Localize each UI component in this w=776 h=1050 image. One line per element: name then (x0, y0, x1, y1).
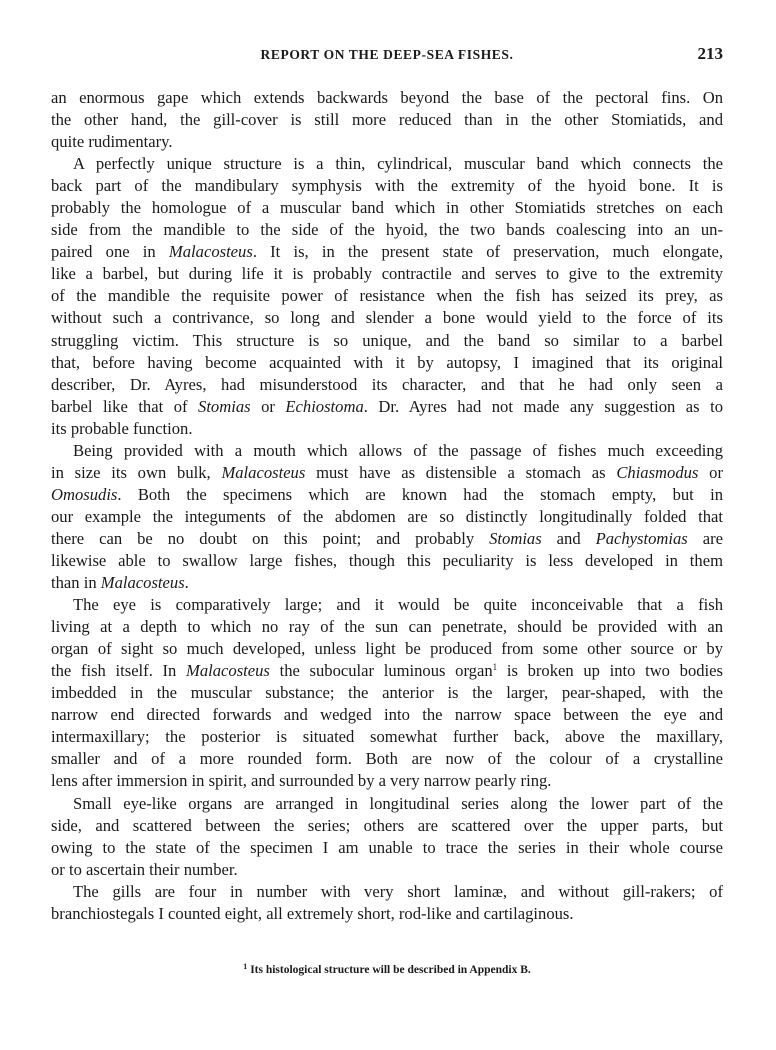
text-line (51, 660, 723, 682)
text-run: our example the integuments of the abdomen are so distinctly longitudinally folded that (51, 506, 723, 526)
text-run: quite rudimentary. (51, 132, 173, 152)
text-line (51, 506, 723, 528)
italic-taxon-name: Chiasmodus (616, 462, 699, 482)
text-run: imbedded in the muscular substance; the anterior is the larger, pear-shaped, with the (51, 683, 723, 703)
italic-taxon-name: Malacosteus (100, 573, 185, 593)
text-line (51, 87, 723, 109)
text-line (51, 903, 723, 925)
text-line (51, 307, 723, 329)
text-run: lens after immersion in spirit, and surrounded by a very narrow pearly ring. (51, 771, 552, 791)
running-title: REPORT ON THE DEEP-SEA FISHES. (260, 47, 514, 62)
paragraph (51, 594, 723, 792)
text-run: Being provided with a mouth which allows of the passage of fishes much exceeding (73, 440, 723, 460)
text-run: and (541, 528, 596, 548)
paragraph (51, 881, 723, 925)
body-text (51, 87, 723, 925)
text-run: . Dr. Ayres had not made any suggestion as to (363, 396, 724, 416)
text-run: or (250, 396, 286, 416)
text-line (51, 109, 723, 131)
text-run: must have as distensible a stomach as (305, 462, 617, 482)
text-line (51, 219, 723, 241)
text-line (51, 263, 723, 285)
text-run: The eye is comparatively large; and it would be quite inconceivable that a fish (73, 595, 723, 615)
text-run: . Both the specimens which are known had the stomach empty, but in (117, 484, 723, 504)
text-line (51, 793, 723, 815)
text-run: smaller and of a more rounded form. Both are now of the colour of a crystalline (51, 749, 723, 769)
text-run: describer, Dr. Ayres, had misunderstood its character, and that he had only seen a (51, 374, 723, 394)
footnote (51, 962, 723, 976)
text-run: side from the mandible to the side of the hyoid, the two bands coalescing into an un- (51, 220, 723, 240)
italic-taxon-name: Malacosteus (168, 242, 253, 262)
page-number: 213 (697, 44, 723, 63)
italic-taxon-name: Malacosteus (221, 462, 306, 482)
text-line (51, 197, 723, 219)
text-run: Small eye-like organs are arranged in longitudinal series along the lower part of the (73, 793, 723, 813)
text-run: intermaxillary; the posterior is situated somewhat further back, above the maxillary, (51, 727, 723, 747)
text-run: the subocular luminous organ (269, 661, 493, 681)
text-line (51, 550, 723, 572)
footnote-marker: 1 (243, 962, 248, 971)
text-line (51, 462, 723, 484)
text-line (51, 815, 723, 837)
text-run: paired one in (51, 242, 169, 262)
italic-taxon-name: Stomias (198, 396, 251, 416)
text-run: owing to the state of the specimen I am unable to trace the series in their whole course (51, 837, 723, 857)
text-run: its probable function. (51, 418, 193, 438)
text-line (51, 616, 723, 638)
text-line (51, 837, 723, 859)
text-run: back part of the mandibulary symphysis with the extremity of the hyoid bone. It is (51, 176, 723, 196)
italic-taxon-name: Omosudis (51, 484, 118, 504)
text-run: like a barbel, but during life it is probably contractile and serves to give to the extremity (51, 264, 723, 284)
text-line (51, 352, 723, 374)
text-line (51, 594, 723, 616)
text-run: side, and scattered between the series; others are scattered over the upper parts, but (51, 815, 723, 835)
text-line (51, 396, 723, 418)
text-run: of the mandible the requisite power of resistance when the fish has seized its prey, as (51, 286, 723, 306)
text-run: living at a depth to which no ray of the sun can penetrate, should be provided with an (51, 617, 723, 637)
text-line (51, 330, 723, 352)
text-run: in size its own bulk, (51, 462, 222, 482)
text-run: or to ascertain their number. (51, 859, 238, 879)
text-run: . (184, 573, 189, 593)
text-line (51, 418, 723, 440)
text-run: are (687, 528, 723, 548)
text-run: without such a contrivance, so long and slender a bone would yield to the force of its (51, 308, 723, 328)
italic-taxon-name: Malacosteus (186, 661, 270, 681)
text-run: A perfectly unique structure is a thin, cylindrical, muscular band which connects the (73, 154, 723, 174)
text-run: or (698, 462, 723, 482)
running-header (51, 44, 723, 66)
text-run: . It is, in the present state of preservation, much elongate, (252, 242, 723, 262)
text-line (51, 638, 723, 660)
paragraph (51, 87, 723, 153)
text-run: organ of sight so much developed, unless light be produced from some other source or by (51, 639, 723, 659)
text-line (51, 704, 723, 726)
text-run: than in (51, 573, 101, 593)
text-line (51, 682, 723, 704)
text-run: that, before having become acquainted with it by autopsy, I imagined that its original (51, 352, 723, 372)
text-line (51, 285, 723, 307)
text-run: probably the homologue of a muscular band which in other Stomiatids stretches on each (51, 198, 723, 218)
text-line (51, 881, 723, 903)
text-line (51, 175, 723, 197)
text-run: branchiostegals I counted eight, all extremely short, rod-like and cartilaginous. (51, 903, 574, 923)
text-run: an enormous gape which extends backwards beyond the base of the pectoral fins. On (51, 88, 723, 107)
text-line (51, 859, 723, 881)
text-run: there can be no doubt on this point; and probably (51, 528, 490, 548)
text-run: The gills are four in number with very short laminæ, and without gill-rakers; of (73, 881, 723, 901)
italic-taxon-name: Echiostoma (285, 396, 364, 416)
text-line (51, 153, 723, 175)
text-line (51, 131, 723, 153)
text-line (51, 374, 723, 396)
text-run: is broken up into two bodies (497, 661, 723, 681)
text-run: narrow end directed forwards and wedged into the narrow space between the eye and (51, 705, 723, 725)
text-line (51, 484, 723, 506)
paragraph (51, 793, 723, 881)
text-line (51, 748, 723, 770)
footnote-reference: 1 (492, 662, 498, 673)
text-run: barbel like that of (51, 396, 199, 416)
footnote-text: Its histological structure will be described in Appendix B. (250, 964, 531, 976)
text-line (51, 726, 723, 748)
text-line (51, 572, 723, 594)
text-run: struggling victim. This structure is so unique, and the band so similar to a barbel (51, 330, 723, 350)
italic-taxon-name: Stomias (489, 528, 542, 548)
text-line (51, 528, 723, 550)
text-run: the fish itself. In (51, 661, 187, 681)
paragraph (51, 440, 723, 594)
text-line (51, 770, 723, 792)
italic-taxon-name: Pachystomias (595, 528, 688, 548)
text-line (51, 241, 723, 263)
text-line (51, 440, 723, 462)
text-run: likewise able to swallow large fishes, though this peculiarity is less developed in them (51, 550, 723, 570)
text-run: the other hand, the gill-cover is still more reduced than in the other Stomiatids, and (51, 110, 723, 130)
paragraph (51, 153, 723, 440)
